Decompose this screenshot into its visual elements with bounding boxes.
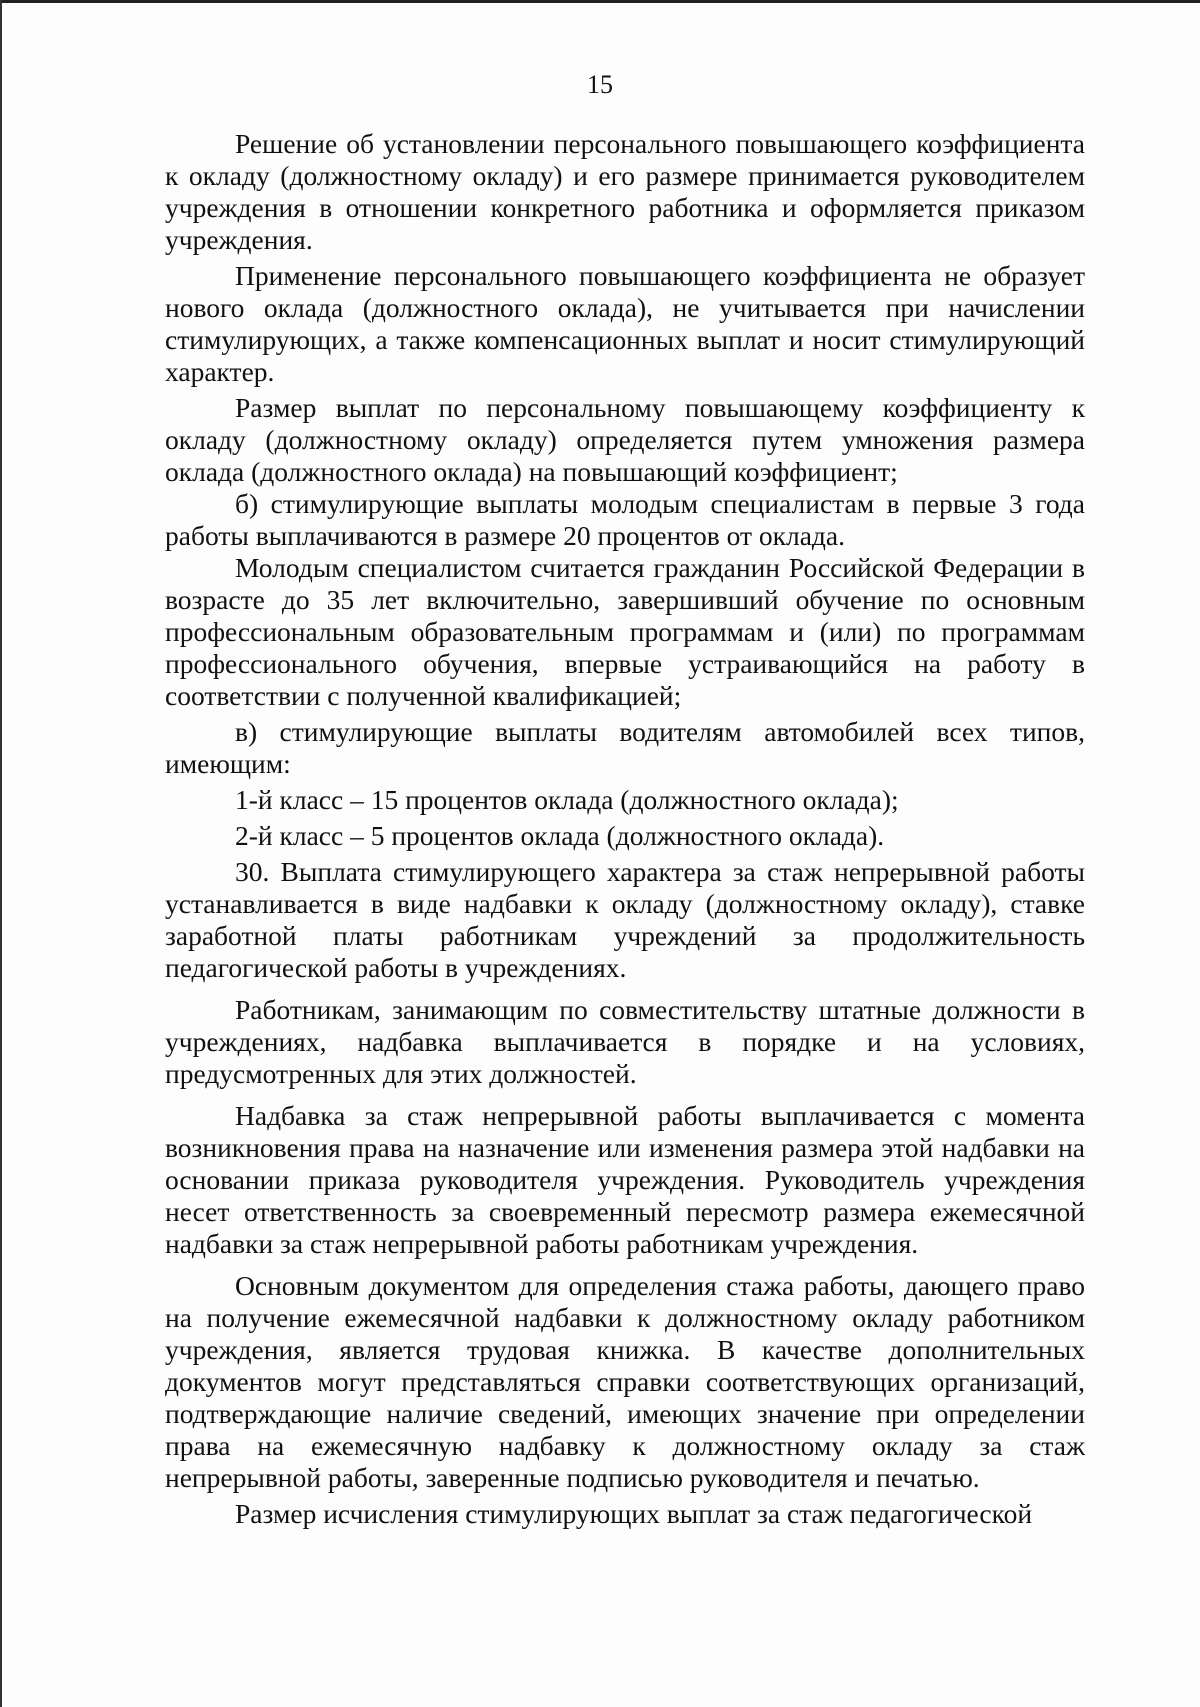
paragraph-application: Применение персонального повышающего коэффициента не образует нового оклада (должностного оклада), не учитывается при начислении стимулирующих, а также компенсационных выплат и носит стимулирующий характер. (165, 260, 1085, 387)
scan-edge-top (0, 0, 1200, 3)
paragraph-young-specialist-definition: Молодым специалистом считается гражданин Российской Федерации в возрасте до 35 лет включительно, завершивший обучение по основным профессиональным образовательным программам и (или) по программам профессионального обучения, впервые устраивающийся на работу в соответствии с полученной квалификацией; (165, 552, 1085, 711)
scan-edge-left (0, 0, 2, 1707)
document-body (165, 128, 1085, 1530)
paragraph-class-2: 2-й класс – 5 процентов оклада (должностного оклада). (235, 820, 885, 851)
page-number: 15 (587, 70, 613, 99)
paragraph-30-seniority: 30. Выплата стимулирующего характера за стаж непрерывной работы устанавливается в виде надбавки к окладу (должностному окладу), ставке заработной платы работникам учреждений за продолжительность педагогической работы в учреждениях. (165, 856, 1085, 983)
paragraph-calculation-size: Размер исчисления стимулирующих выплат за стаж педагогической (235, 1498, 1033, 1529)
paragraph-payment-size: Размер выплат по персональному повышающему коэффициенту к окладу (должностному окладу) определяется путем умножения размера оклада (должностного оклада) на повышающий коэффициент; (165, 392, 1085, 487)
paragraph-decision: Решение об установлении персонального повышающего коэффициента к окладу (должностному окладу) и его размере принимается руководителем учреждения в отношении конкретного работника и оформляется приказом учреждения. (165, 128, 1085, 255)
paragraph-young-specialists: б) стимулирующие выплаты молодым специалистам в первые 3 года работы выплачиваются в размере 20 процентов от оклада. (165, 488, 1085, 551)
paragraph-bonus-payment: Надбавка за стаж непрерывной работы выплачивается с момента возникновения права на назначение или изменения размера этой надбавки на основании приказа руководителя учреждения. Руководитель учреждения несет ответственность за своевременный пересмотр размера ежемесячной надбавки за стаж непрерывной работы работникам учреждения. (165, 1100, 1085, 1259)
paragraph-part-time: Работникам, занимающим по совместительству штатные должности в учреждениях, надбавка выплачивается в порядке и на условиях, предусмотренных для этих должностей. (165, 994, 1085, 1089)
paragraph-main-document: Основным документом для определения стажа работы, дающего право на получение ежемесячной надбавки к должностному окладу работником учреждения, является трудовая книжка. В качестве дополнительных документов могут представляться справки соответствующих организаций, подтверждающие наличие сведений, имеющих значение при определении права на ежемесячную надбавку к должностному окладу за стаж непрерывной работы, заверенные подписью руководителя и печатью. (165, 1270, 1085, 1493)
paragraph-drivers: в) стимулирующие выплаты водителям автомобилей всех типов, имеющим: (165, 716, 1085, 779)
paragraph-class-1: 1-й класс – 15 процентов оклада (должностного оклада); (235, 784, 899, 815)
